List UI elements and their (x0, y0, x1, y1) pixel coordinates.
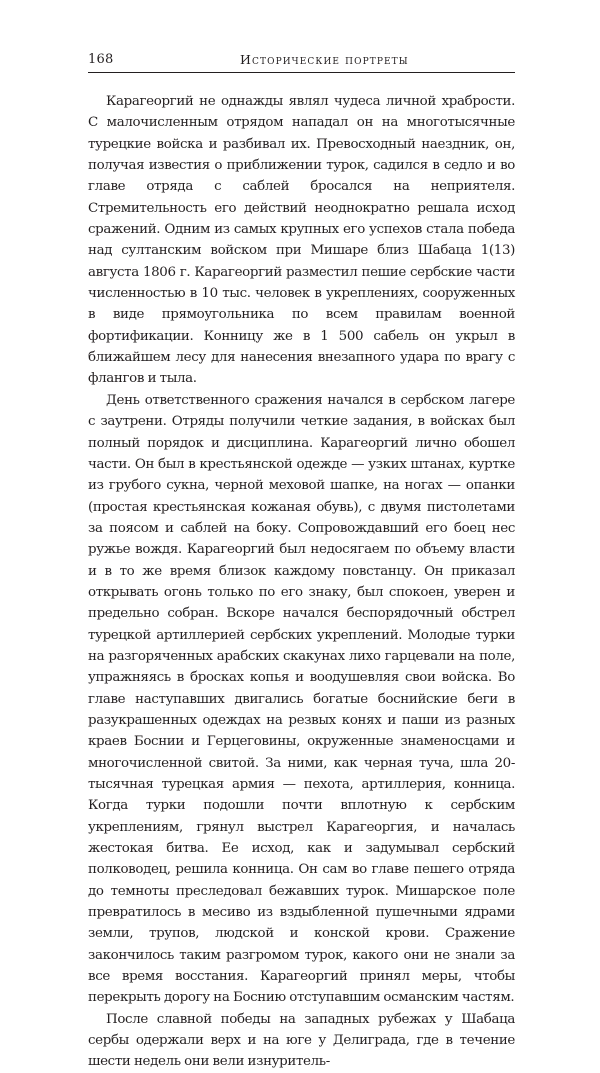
page-number: 168 (88, 52, 114, 67)
paragraph-battle-of-misar: День ответственного сражения начался в сербском лагере с заутрени. Отряды получили четкие задания, в войсках был полный порядок и дисциплина. Карагеоргий лично обошел части. Он был в крестьянской одежде — узких штанах, куртке из грубого сукна, черной меховой шапке, на ногах — опанки (простая крестьянская кожаная обувь), с двумя пистолетами за поясом и саблей на боку. Сопровождавший его боец нес ружье вождя. Карагеоргий был недосягаем по объему власти и в то же время близок каждому повстанцу. Он приказал открывать огонь только по его знаку, был спокоен, уверен и предельно собран. Вскоре начался беспорядочный обстрел турецкой артиллерией сербских укреплений. Молодые турки на разгоряченных арабских скакунах лихо гарцевали на поле, упражняясь в бросках копья и воодушевляя свои войска. Во главе наступавших двигались богатые боснийские беги в разукрашенных одеждах на резвых конях и паши из разных краев Боснии и Герцеговины, окруженные знаменосцами и многочисленной свитой. За ними, как черная туча, шла 20-тысячная турецкая армия — пехота, артиллерия, конница. Когда турки подошли почти вплотную к сербским укреплениям, грянул выстрел Карагеоргия, и началась жестокая битва. Ее исход, как и задумывал сербский полководец, решила конница. Он сам во главе пешего отряда до темноты преследовал бежавших турок. Мишарское поле превратилось в месиво из вздыбленной пушечными ядрами земли, трупов, людской и конской крови. Сражение закончилось таким разгромом турок, какого они не знали за все время восстания. Карагеоргий принял меры, чтобы перекрыть дорогу на Боснию отступавшим османским частям. (88, 392, 515, 1006)
chapter-title: Исторические портреты (240, 52, 409, 67)
paragraph-karageorgiy-bravery: Карагеоргий не однажды являл чудеса личной храбрости. С малочисленным отрядом нападал он на многотысячные турецкие войска и разбивал их. Превосходный наездник, он, получая известия о приближении турок, садился в седло и во главе отряда с саблей бросался на неприятеля. Стремительность его действий неоднократно решала исход сражений. Одним из самых крупных его успехов стала победа над султанским войском при Мишаре близ Шабаца 1(13) августа 1806 г. Карагеоргий разместил пешие сербские части численностью в 10 тыс. человек в укреплениях, сооруженных в виде прямоугольника по всем правилам военной фортификации. Конницу же в 1 500 сабель он укрыл в ближайшем лесу для нанесения внезапного удара по врагу с флангов и тыла. (88, 94, 515, 387)
running-head (88, 50, 515, 73)
body-text (88, 91, 515, 1073)
book-page (88, 0, 515, 1070)
paragraph-victory-at-deligrad: После славной победы на западных рубежах у Шабаца сербы одержали верх и на юге у Делиграда, где в течение шести недель они вели изнуритель- (88, 1011, 515, 1070)
